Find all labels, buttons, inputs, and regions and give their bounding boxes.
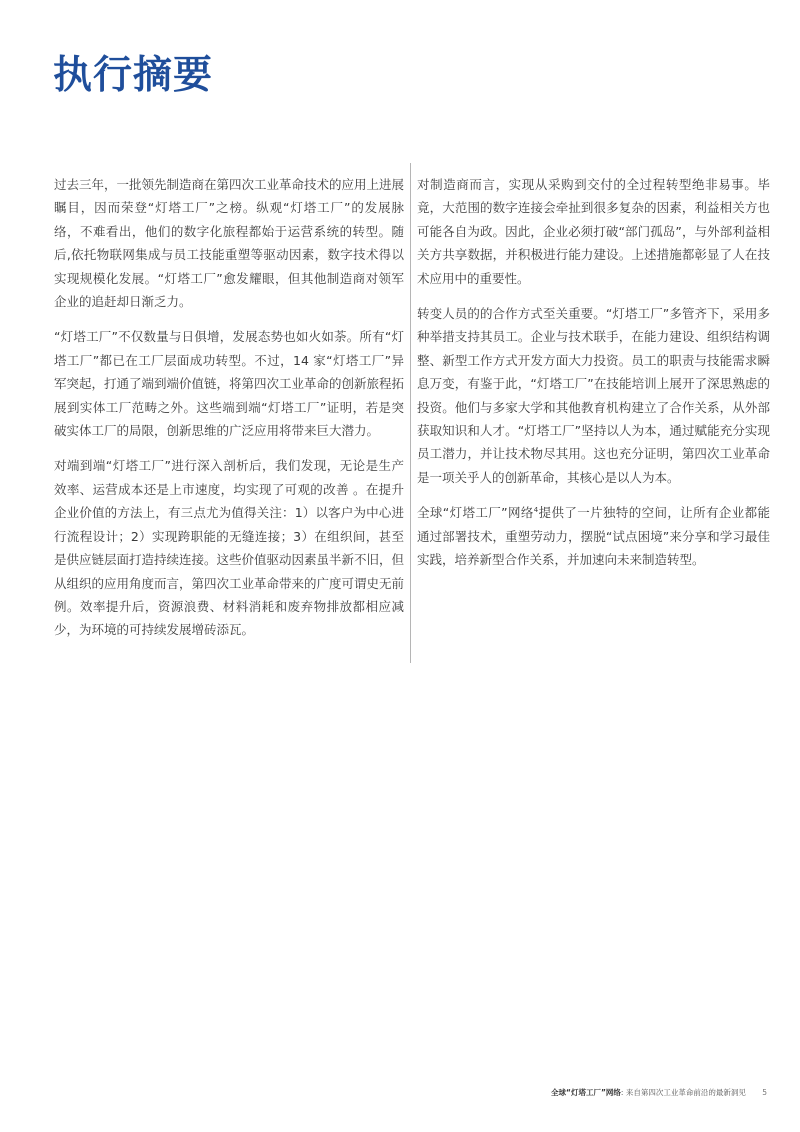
footnote-marker: 4 [533,506,539,515]
column-divider [410,163,411,663]
page-title: 执行摘要 [53,53,214,98]
footer-report-subtitle: : 来自第四次工业革命前沿的最新洞见 [620,1088,746,1097]
paragraph-global-network [417,501,770,571]
page-number: 5 [762,1088,767,1097]
paragraph-global-network-body: 提供了一片独特的空间，让所有企业都能通过部署技术，重塑劳动力，摆脱“试点困境”来分享和学习最佳实践，培养新型合作关系，并加速向未来制造转型。 [417,505,770,568]
paragraph-transformation-challenge: 对制造商而言，实现从采购到交付的全过程转型绝非易事。毕竟，大范围的数字连接会牵扯到很多复杂的因素，利益相关方也可能各自为政。因此，企业必须打破“部门孤岛”，与外部利益相关方共享数据，并积极进行能力建设。上述措施都彰显了人在技术应用中的重要性。 [417,177,770,286]
paragraph-global-network-lead: 全球“灯塔工厂”网络 [417,505,534,521]
page-footer [551,1087,767,1098]
paragraph-lighthouse-progress: 过去三年，一批领先制造商在第四次工业革命技术的应用上进展瞩目，因而荣登“灯塔工厂”之榜。纵观“灯塔工厂”的发展脉络，不难看出，他们的数字化旅程都始于运营系统的转型。随后,依托物联网集成与员工技能重塑等驱动因素，数字技术得以实现规模化发展。“灯塔工厂”愈发耀眼，但其他制造商对领军企业的追赶却日渐乏力。 [54,177,405,310]
left-column [54,173,404,654]
paragraph-end-to-end-lighthouses: “灯塔工厂”不仅数量与日俱增，发展态势也如火如荼。所有“灯塔工厂”都已在工厂层面成功转型。不过，14 家“灯塔工厂”异军突起，打通了端到端价值链，将第四次工业革命的创新旅程拓展到实体工厂范畴之外。这些端到端“灯塔工厂”证明，若是突破实体工厂的局限，创新思维的广泛应用将带来巨大潜力。 [54,329,405,439]
paragraph-value-drivers: 对端到端“灯塔工厂”进行深入剖析后，我们发现，无论是生产效率、运营成本还是上市速度，均实现了可观的改善 。在提升企业价值的方法上，有三点尤为值得关注：1）以客户为中心进行流程设计；2）实现跨职能的无缝连接；3）在组织间，甚至是供应链层面打造持续连接。这些价值驱动因素虽半新不旧，但从组织的应用角度而言，第四次工业革命带来的广度可谓史无前例。效率提升后，资源浪费、材料消耗和废弃物排放都相应减少，为环境的可持续发展增砖添瓦。 [54,458,405,638]
right-column [417,173,770,584]
paragraph-workforce-collaboration: 转变人员的的合作方式至关重要。“灯塔工厂”多管齐下，采用多种举措支持其员工。企业与技术联手，在能力建设、组织结构调整、新型工作方式开发方面大力投资。员工的职责与技能需求瞬息万变，有鉴于此，“灯塔工厂”在技能培训上展开了深思熟虑的投资。他们与多家大学和其他教育机构建立了合作关系，从外部获取知识和人才。“灯塔工厂”坚持以人为本，通过赋能充分实现员工潜力，并让技术物尽其用。这也充分证明，第四次工业革命是一项关乎人的创新革命，其核心是以人为本。 [417,306,770,485]
footer-report-title: 全球“灯塔工厂”网络 [551,1088,621,1097]
